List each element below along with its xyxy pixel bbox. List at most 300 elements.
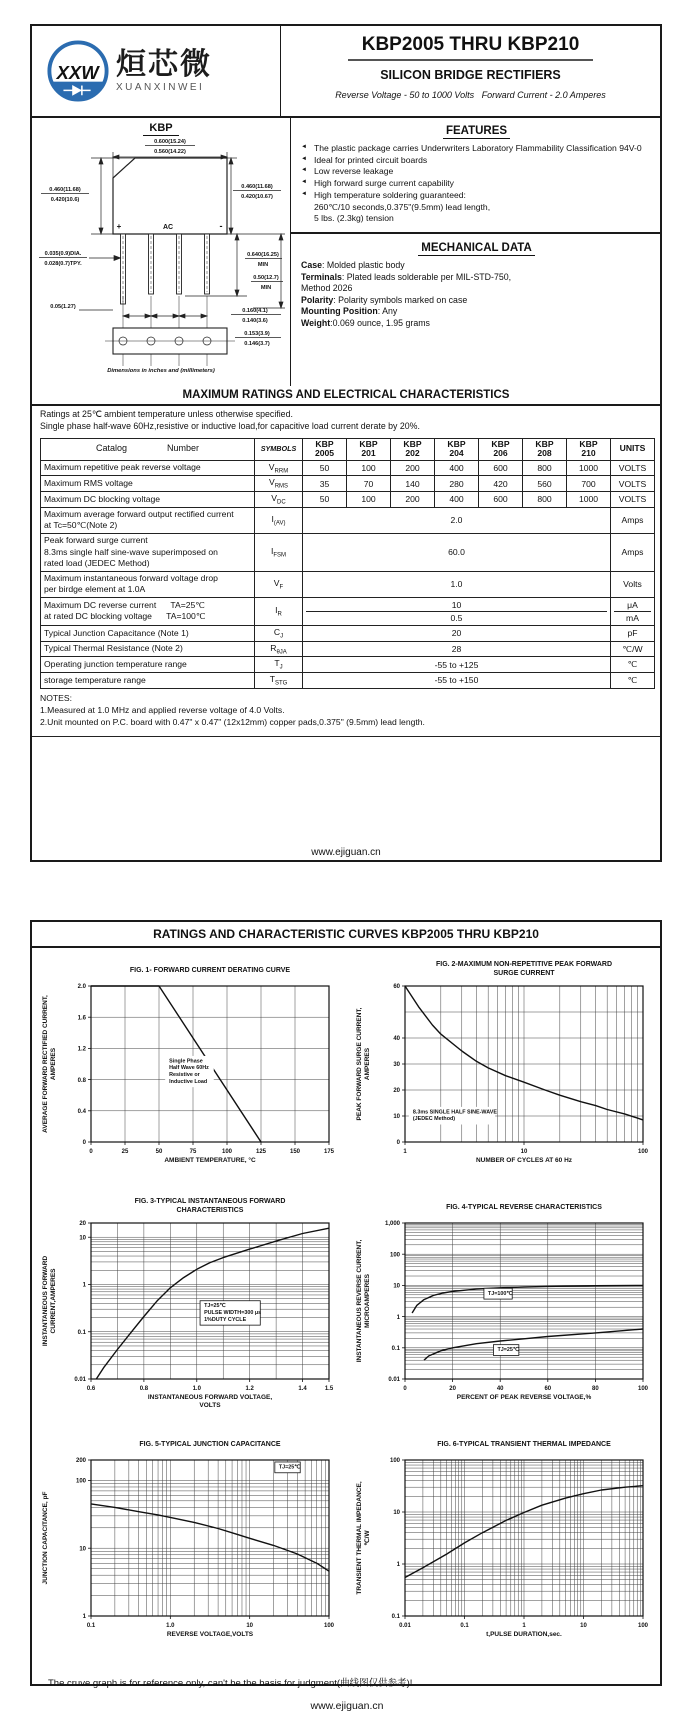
chart-annotation: (JEDEC Method): [412, 1116, 456, 1123]
logo-en-name: XUANXINWEI: [116, 81, 205, 93]
logo-mark-icon: [46, 38, 110, 104]
x-tick-label: 0.01: [399, 1623, 411, 1629]
row-symbol: [255, 673, 303, 689]
symbol: $V_{RRM}$: [268, 461, 289, 475]
row-symbol: [255, 534, 303, 572]
feature-item: [301, 155, 652, 166]
y-tick-label: 1,000: [384, 1221, 400, 1228]
symbol: $I_R$: [275, 605, 282, 618]
drawing-caption: Dimensions in inches and (millimeters): [107, 368, 215, 374]
x-tick-label: 175: [323, 1149, 335, 1155]
feature-text: High temperature soldering guaranteed:: [314, 189, 466, 200]
y-tick-label: 100: [389, 1458, 400, 1465]
symbol-sub: F: [279, 584, 284, 591]
mechanical-lines: [301, 260, 652, 330]
y-tick-label: 1: [82, 1614, 86, 1621]
symbol-sub: RRM: [274, 468, 289, 475]
figure-4-title: FIG. 4-TYPICAL REVERSE CHARACTERISTICS: [446, 1204, 602, 1211]
row-value: 35: [303, 476, 347, 492]
feature-item: [301, 166, 652, 177]
part-line2: 202: [405, 448, 420, 459]
figure-2-title: SURGE CURRENT: [493, 970, 555, 977]
curve-cj: [91, 1504, 329, 1571]
x-tick-label: 40: [496, 1386, 504, 1392]
chart-annotation: Half Wave 60Hz: [169, 1065, 209, 1072]
figure-2-chart: [353, 956, 653, 1186]
figure-5-chart: [39, 1430, 339, 1660]
figure-4: [353, 1193, 653, 1428]
symbol-sub: J: [279, 665, 283, 672]
figure-2-ylabel: AMPERES: [364, 1047, 371, 1081]
header-symbols: SYMBOLS: [255, 438, 303, 460]
dim-offset: 0.05(1.27): [50, 304, 76, 310]
row-dual-units: [611, 597, 655, 625]
features-list: [301, 143, 652, 201]
symbol: $R_{\theta JA}$: [270, 642, 287, 656]
header-units: UNITS: [611, 438, 655, 460]
ratings-tagline: Reverse Voltage - 50 to 1000 Volts Forward Current - 2.0 Amperes: [335, 90, 606, 100]
ratings-table-host: [32, 438, 660, 689]
row-span-value: -55 to +150: [303, 673, 611, 689]
row-units: pF: [611, 625, 655, 641]
figure-3-chart: [39, 1193, 339, 1423]
row-span-value: 60.0: [303, 534, 611, 572]
x-tick-label: 10: [246, 1623, 254, 1629]
dim-lead-length-min: MIN: [257, 262, 269, 268]
row-symbol: [255, 492, 303, 508]
mechanical-line: Mounting Position: Any: [301, 306, 398, 317]
figure-2-xlabel: NUMBER OF CYCLES AT 60 Hz: [475, 1157, 573, 1164]
x-tick-label: 1.5: [324, 1386, 334, 1392]
datasheet-page-2: [30, 920, 662, 1689]
x-tick-label: 10: [520, 1149, 528, 1155]
chart-annotation: Inductive Load: [169, 1078, 208, 1085]
x-tick-label: 10: [580, 1623, 587, 1629]
row-value: 280: [435, 476, 479, 492]
row-units: VOLTS: [611, 476, 655, 492]
notes-heading: NOTES:: [40, 692, 72, 703]
symbol: $I_{(AV)}$: [271, 514, 286, 527]
table-row: [41, 641, 655, 657]
table-row: [41, 571, 655, 597]
dim-lead-dia: 0.035(0.9)DIA.: [44, 251, 82, 257]
figure-3-xlabel: VOLTS: [199, 1402, 221, 1409]
package-name: KBP: [32, 122, 290, 134]
part-line1: KBP: [359, 438, 378, 449]
row-span-value: -55 to +125: [303, 657, 611, 673]
y-tick-label: 100: [389, 1252, 400, 1259]
row-label: [41, 571, 255, 597]
chart-annotation: PULSE WIDTH=300 μs: [204, 1310, 262, 1317]
row-value: 140: [391, 476, 435, 492]
mechanical-label: Terminals: [301, 271, 342, 282]
row-symbol: [255, 597, 303, 625]
header-number: Number: [167, 443, 200, 454]
y-tick-label: 0: [82, 1140, 86, 1147]
row-label: [41, 492, 255, 508]
header-part-202: [391, 438, 435, 460]
dual-value-2: 0.5: [450, 612, 463, 623]
feature-bullet-icon: ◄: [301, 190, 307, 197]
condition-line-1: Ratings at 25℃ ambient temperature unless otherwise specified.: [40, 409, 293, 419]
x-tick-label: 0.8: [139, 1386, 149, 1392]
dim-thickness-max: 0.153(3.9): [244, 331, 270, 337]
row-value: 70: [347, 476, 391, 492]
mechanical-line: Polarity: Polarity symbols marked on case: [301, 294, 468, 305]
feature-text: The plastic package carries Underwriters Laboratory Flammability Classification 94V-0: [314, 143, 642, 153]
x-tick-label: 150: [289, 1149, 301, 1155]
row-label-line: Typical Thermal Resistance (Note 2): [44, 643, 183, 654]
row-span-value: 2.0: [303, 507, 611, 533]
figure-1: [39, 956, 339, 1191]
table-row: [41, 597, 655, 625]
feature-bullet-icon: ◄: [301, 155, 307, 162]
row-value: 400: [435, 492, 479, 508]
x-tick-label: 125: [255, 1149, 267, 1155]
row-label-line: Peak forward surge current: [44, 535, 148, 545]
row-dual-values: [303, 597, 611, 625]
ratings-band-heading: MAXIMUM RATINGS AND ELECTRICAL CHARACTERISTICS: [32, 386, 660, 406]
right-column: [290, 118, 660, 386]
row-label-line: Operating junction temperature range: [44, 658, 187, 669]
row-label: [41, 657, 255, 673]
header-part-208: [523, 438, 567, 460]
header-titles: [280, 26, 660, 116]
figure-1-chart: [39, 956, 339, 1186]
figure-3-ylabel: CURRENT,AMPERES: [50, 1268, 57, 1334]
part-line2: 210: [581, 448, 596, 459]
table-row: [41, 492, 655, 508]
row-label-line: at rated DC blocking voltage TA=100℃: [44, 611, 206, 622]
part-line1: KBP: [535, 438, 554, 449]
features-heading: FEATURES: [301, 125, 652, 137]
dual-value-1: 10: [306, 599, 607, 612]
figure-2: [353, 956, 653, 1191]
row-label: [41, 460, 255, 476]
polarity-plus-mark: +: [116, 222, 122, 231]
y-tick-label: 1.6: [77, 1015, 86, 1022]
part-line1: KBP: [403, 438, 422, 449]
symbol-sub: RMS: [274, 484, 289, 491]
figure-4-xlabel: PERCENT OF PEAK REVERSE VOLTAGE,%: [456, 1394, 592, 1401]
company-logo: [32, 26, 280, 116]
row-value: 200: [391, 460, 435, 476]
symbol: $V_{RMS}$: [268, 477, 289, 491]
x-tick-label: 60: [544, 1386, 552, 1392]
row-units: ℃/W: [611, 641, 655, 657]
figure-1-title: FIG. 1- FORWARD CURRENT DERATING CURVE: [129, 967, 291, 974]
figure-1-ylabel: AVERAGE FORWARD RECTIFIED CURRENT,: [42, 995, 49, 1133]
mechanical-data-section: [291, 234, 660, 334]
chart-annotation: 1%DUTY CYCLE: [204, 1316, 247, 1323]
row-value: 50: [303, 460, 347, 476]
note-2: 2.Unit mounted on P.C. board with 0.47" x 0.47" (12x12mm) copper pads,0.375" (9.5mm) lead length.: [40, 716, 425, 727]
row-label: [41, 641, 255, 657]
header: [32, 26, 660, 118]
symbol-sub: FSM: [273, 552, 287, 559]
row-value: 600: [479, 492, 523, 508]
x-tick-label: 1.0: [192, 1386, 201, 1392]
page2-footer-url: www.ejiguan.cn: [310, 1700, 384, 1712]
x-tick-label: 100: [221, 1149, 233, 1155]
part-line2: 208: [537, 448, 552, 459]
table-row: [41, 460, 655, 476]
part-line2: 204: [449, 448, 464, 459]
chart-annotation: TJ=100℃: [487, 1290, 513, 1297]
row-units: Amps: [611, 507, 655, 533]
header-part-210: [567, 438, 611, 460]
figure-6-xlabel: t,PULSE DURATION,sec.: [486, 1631, 562, 1638]
part-line1: KBP: [491, 438, 510, 449]
logo-monogram: XXW: [56, 61, 99, 83]
y-tick-label: 10: [79, 1235, 86, 1242]
part-line1: KBP: [579, 438, 598, 449]
row-label-line: rated load (JEDEC Method): [44, 558, 150, 569]
x-tick-label: 20: [449, 1386, 456, 1392]
y-tick-label: 100: [75, 1478, 86, 1485]
dim-right-max: 0.460(11.68): [241, 184, 273, 190]
y-tick-label: 1: [396, 1562, 400, 1569]
symbol: $V_{DC}$: [271, 493, 286, 506]
row-label: [41, 476, 255, 492]
symbol: $T_J$: [274, 658, 283, 672]
figure-1-ylabel: AMPERES: [50, 1047, 57, 1081]
row-symbol: [255, 657, 303, 673]
header-catalog: Catalog: [95, 443, 127, 454]
row-label-line: storage temperature range: [44, 674, 146, 685]
dim-pitch-min: 0.140(3.6): [242, 318, 268, 324]
datasheet-page-1: [30, 24, 662, 862]
row-value: 700: [567, 476, 611, 492]
y-tick-label: 30: [393, 1062, 400, 1069]
condition-line-2: Single phase half-wave 60Hz,resistive or inductive load,for capacitive load current derate by 20%.: [40, 420, 420, 431]
dim-top-min: 0.560(14.22): [154, 149, 186, 155]
row-label-line: Maximum repetitive peak reverse voltage: [44, 462, 201, 473]
figure-5-ylabel: JUNCTION CAPACITANCE, pF: [42, 1491, 49, 1585]
part-line2: 206: [493, 448, 508, 459]
row-value: 560: [523, 476, 567, 492]
row-label-line: Maximum DC reverse current TA=25℃: [44, 599, 205, 610]
mechanical-line: Method 2026: [301, 283, 353, 294]
mechanical-line: Case: Molded plastic body: [301, 260, 405, 271]
part-line2: 2005: [314, 448, 335, 459]
chart-annotation: 8.3ms SINGLE HALF SINE-WAVE: [412, 1109, 497, 1116]
header-part-2005: [303, 438, 347, 460]
table-row: [41, 534, 655, 572]
y-tick-label: 0.1: [391, 1614, 400, 1621]
polarity-ac-mark: AC: [162, 224, 174, 231]
symbol: $I_{FSM}$: [270, 546, 287, 559]
notes-section: [32, 689, 660, 737]
feature-bullet-icon: ◄: [301, 179, 307, 186]
row-symbol: [255, 507, 303, 533]
chart-annotation: TJ=25℃: [497, 1347, 519, 1354]
y-tick-label: 20: [393, 1088, 400, 1095]
row-symbol: [255, 641, 303, 657]
figure-6-ylabel: ℃/W: [364, 1530, 371, 1546]
symbol: $V_F$: [273, 578, 284, 591]
table-row: [41, 476, 655, 492]
mechanical-line: Weight:0.069 ounce, 1.95 grams: [301, 318, 430, 329]
x-tick-label: 25: [121, 1149, 129, 1155]
row-value: 50: [303, 492, 347, 508]
chart-annotation: TJ=25℃: [278, 1464, 301, 1471]
y-tick-label: 20: [79, 1221, 86, 1228]
dim-thickness-min: 0.146(3.7): [244, 341, 270, 347]
symbol-sub: J: [280, 633, 284, 640]
x-tick-label: 1.4: [298, 1386, 307, 1392]
note-1: 1.Measured at 1.0 MHz and applied reverse voltage of 4.0 Volts.: [40, 704, 285, 715]
row-units: ℃: [611, 657, 655, 673]
mechanical-label: Case: [301, 260, 323, 271]
x-tick-label: 80: [592, 1386, 599, 1392]
y-tick-label: 0.4: [77, 1109, 86, 1115]
row-label-line: Maximum average forward output rectified current: [44, 508, 234, 519]
feature-text: Ideal for printed circuit boards: [314, 154, 428, 165]
upper-columns: [32, 118, 660, 386]
symbol-sub: (AV): [273, 520, 286, 527]
row-label: [41, 597, 255, 625]
row-span-value: 28: [303, 641, 611, 657]
x-tick-label: 1.0: [166, 1623, 175, 1629]
symbol: $C_J$: [273, 626, 284, 640]
package-drawing-panel: [32, 118, 290, 386]
curves-disclaimer: The cruve graph is for reference only, can't be the basis for judgment(曲线图仅供参考)!: [48, 1678, 413, 1689]
x-tick-label: 0.1: [86, 1623, 96, 1629]
row-symbol: [255, 571, 303, 597]
row-value: 200: [391, 492, 435, 508]
row-label-line: per birdge element at 1.0A: [44, 584, 146, 595]
y-tick-label: 0.1: [391, 1346, 400, 1352]
mechanical-label: Weight: [301, 318, 331, 329]
row-value: 420: [479, 476, 523, 492]
figure-4-ylabel: INSTANTANEOUS REVERSE CURRENT,: [356, 1239, 363, 1363]
row-label: [41, 534, 255, 572]
feature-text: High forward surge current capability: [314, 178, 454, 189]
table-row: [41, 507, 655, 533]
row-label-line: Maximum RMS voltage: [44, 477, 133, 488]
feature-item: [301, 190, 652, 201]
mechanical-label: Mounting Position: [301, 306, 378, 317]
y-tick-label: 10: [393, 1114, 400, 1121]
row-value: 1000: [567, 460, 611, 476]
dual-unit-2: mA: [626, 612, 639, 623]
chart-annotation: Resistive or: [169, 1072, 200, 1079]
y-tick-label: 0.1: [77, 1329, 86, 1336]
y-tick-label: 0.01: [74, 1377, 86, 1384]
curve-TJ=100C: [412, 1285, 643, 1313]
soldering-line-1: 260℃/10 seconds,0.375"(9.5mm) lead length,: [314, 201, 491, 212]
y-tick-label: 10: [393, 1283, 400, 1290]
figure-3-title: FIG. 3-TYPICAL INSTANTANEOUS FORWARD: [134, 1198, 286, 1205]
ratings-table: [40, 438, 655, 689]
row-value: 800: [523, 492, 567, 508]
page1-footer-url: www.ejiguan.cn: [311, 847, 381, 858]
symbol: $T_{STG}$: [269, 674, 288, 687]
figure-5-title: FIG. 5-TYPICAL JUNCTION CAPACITANCE: [139, 1441, 281, 1448]
figure-5: [39, 1430, 339, 1665]
row-units: Amps: [611, 534, 655, 572]
x-tick-label: 1: [403, 1149, 407, 1155]
symbol-sub: θJA: [276, 649, 287, 656]
chart-annotation: Single Phase: [169, 1058, 203, 1065]
part-line1: KBP: [315, 438, 334, 449]
row-span-value: 20: [303, 625, 611, 641]
row-label-line: Typical Junction Capacitance (Note 1): [44, 627, 189, 638]
x-tick-label: 100: [637, 1386, 649, 1392]
dim-lead-length: 0.640(16.25): [247, 252, 279, 258]
row-units: ℃: [611, 673, 655, 689]
part-line2: 201: [361, 448, 376, 459]
row-value: 400: [435, 460, 479, 476]
y-tick-label: 0.8: [77, 1077, 86, 1084]
row-units: VOLTS: [611, 460, 655, 476]
row-value: 100: [347, 492, 391, 508]
dim-right-min: 0.420(10.67): [241, 194, 273, 200]
x-tick-label: 100: [637, 1149, 649, 1155]
figure-3-title: CHARACTERISTICS: [176, 1207, 244, 1214]
y-tick-label: 60: [393, 984, 400, 991]
page-title: KBP2005 THRU KBP210: [348, 34, 594, 61]
symbol-sub: DC: [277, 499, 286, 506]
figure-6-title: FIG. 6-TYPICAL TRANSIENT THERMAL IMPEDANCE: [437, 1441, 611, 1448]
dim-left-max: 0.460(11.68): [49, 187, 81, 193]
x-tick-label: 100: [323, 1623, 335, 1629]
x-tick-label: 0: [89, 1149, 93, 1155]
figure-6-ylabel: TRANSIENT THERMAL IMPEDANCE,: [356, 1481, 363, 1595]
row-value: 600: [479, 460, 523, 476]
row-label-line: Maximum instantaneous forward voltage drop: [44, 572, 218, 583]
logo-cn-name: 烜芯微: [116, 47, 212, 81]
y-tick-label: 40: [393, 1036, 400, 1043]
row-value: 1000: [567, 492, 611, 508]
logo-text: [116, 47, 212, 93]
dim-left-min: 0.420(10.6): [50, 197, 80, 203]
x-tick-label: 100: [637, 1623, 649, 1629]
curves-heading: RATINGS AND CHARACTERISTIC CURVES KBP2005 THRU KBP210: [32, 922, 660, 948]
x-tick-label: 1.2: [245, 1386, 254, 1392]
x-tick-label: 0: [403, 1386, 407, 1392]
y-tick-label: 200: [75, 1458, 86, 1465]
row-label: [41, 507, 255, 533]
row-label-line: at Tc=50℃(Note 2): [44, 520, 118, 531]
x-tick-label: 50: [155, 1149, 163, 1155]
table-row: [41, 657, 655, 673]
part-line1: KBP: [447, 438, 466, 449]
row-value: 100: [347, 460, 391, 476]
x-tick-label: 1: [522, 1623, 526, 1629]
figure-3-xlabel: INSTANTANEOUS FORWARD VOLTAGE,: [147, 1394, 273, 1401]
header-part-201: [347, 438, 391, 460]
curve-TJ=25C: [424, 1329, 643, 1360]
feature-bullet-icon: ◄: [301, 144, 307, 150]
chart-annotation: TJ=25℃: [204, 1303, 226, 1310]
y-tick-label: 10: [393, 1510, 400, 1517]
table-row: [41, 673, 655, 689]
y-tick-label: 0.01: [388, 1377, 400, 1384]
figure-3-ylabel: INSTANTANEOUS FORWARD: [42, 1255, 49, 1347]
row-symbol: [255, 476, 303, 492]
row-label-line: Maximum DC blocking voltage: [44, 493, 161, 504]
header-catalog-number: [41, 438, 255, 460]
y-tick-label: 1: [396, 1314, 400, 1321]
row-symbol: [255, 625, 303, 641]
features-section: [291, 118, 660, 234]
row-value: 800: [523, 460, 567, 476]
row-units: VOLTS: [611, 492, 655, 508]
dual-unit-1: μA: [614, 599, 651, 612]
row-span-value: 1.0: [303, 571, 611, 597]
